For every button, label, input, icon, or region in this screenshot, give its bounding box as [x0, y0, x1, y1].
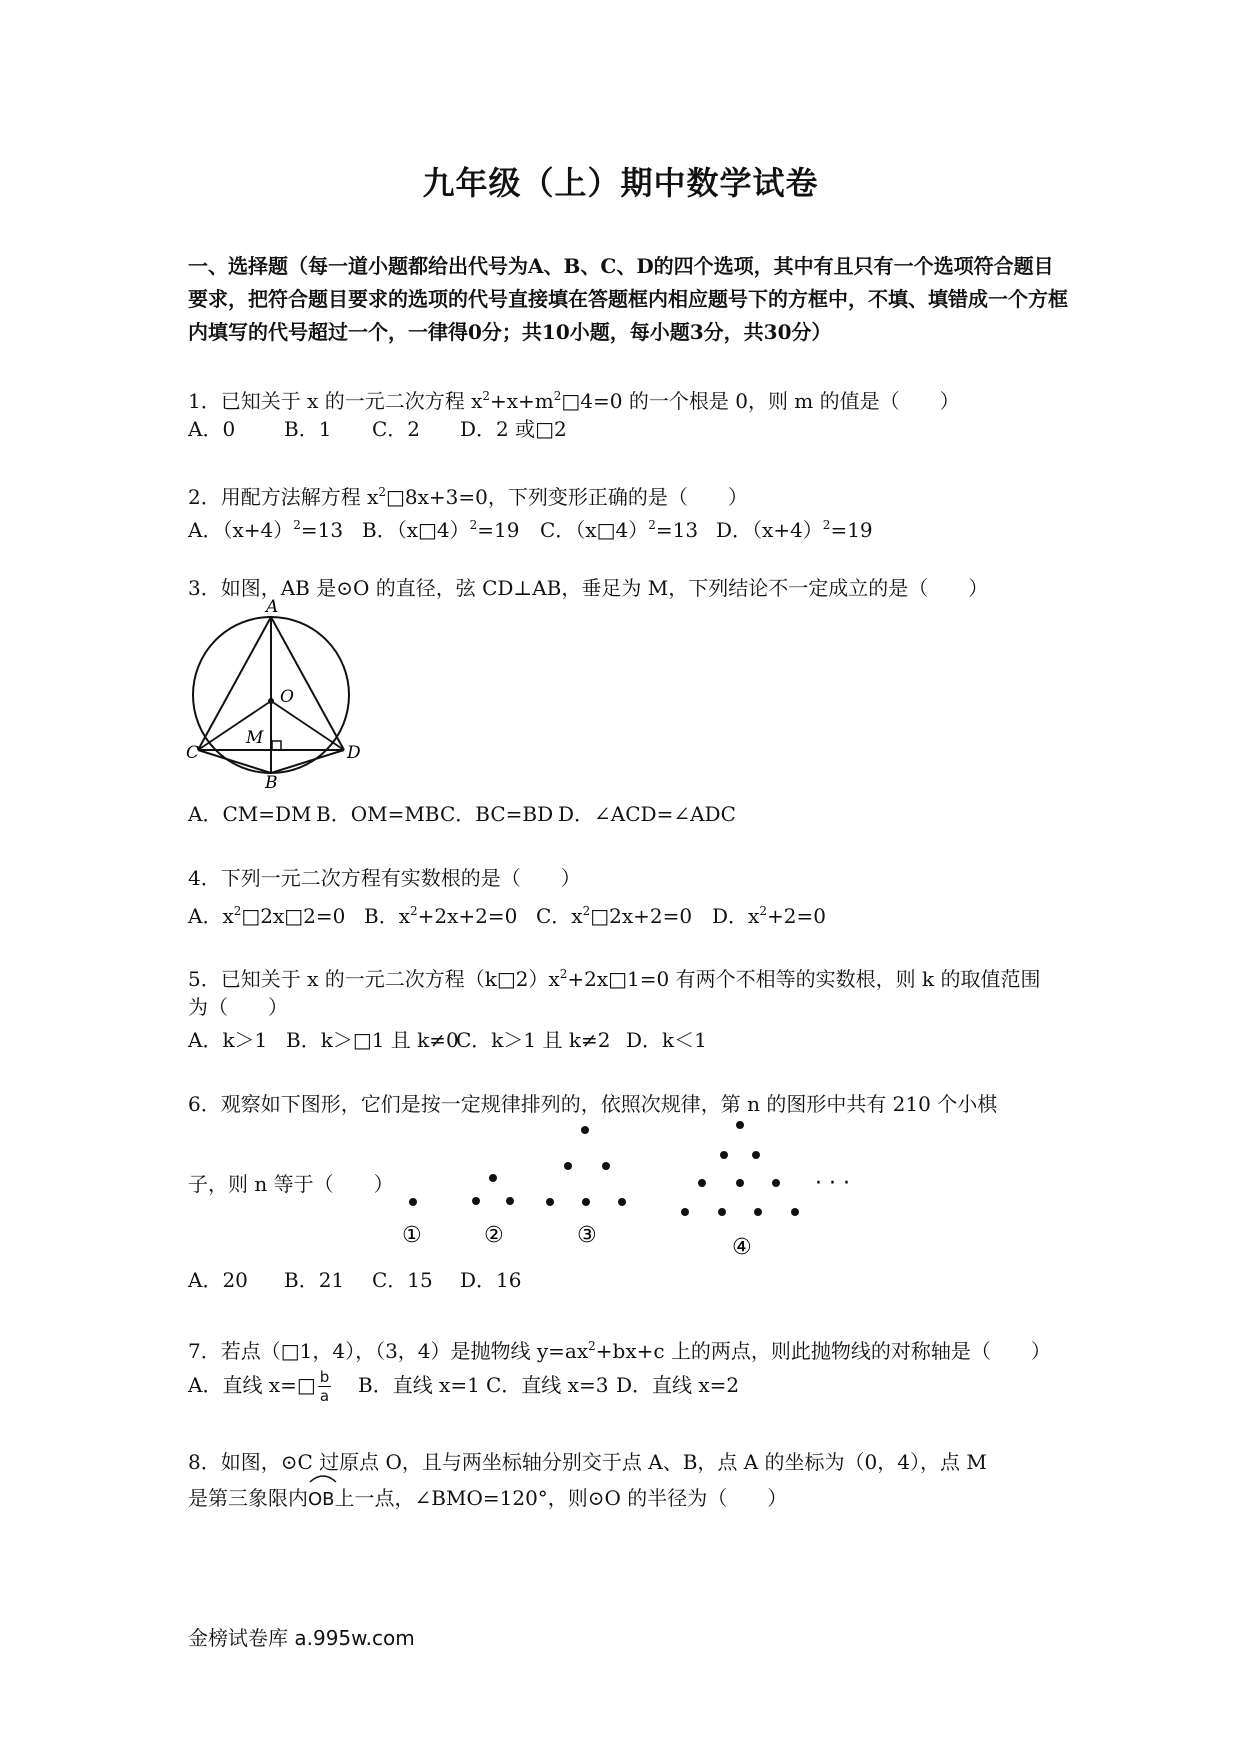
fraction: $\frac{b}{a}$ — [319, 1368, 330, 1405]
question-1: 1．已知关于 x 的一元二次方程 $x^2+x+m^2□4=0$ 的一个根是 0，则 m 的值是（ ） — [188, 389, 960, 413]
option-b: B．OM=MB — [316, 802, 440, 826]
dot — [791, 1208, 799, 1216]
dot — [698, 1179, 706, 1187]
dot — [718, 1208, 726, 1216]
dot-pattern-figure — [402, 1130, 900, 1260]
label-c: C — [186, 743, 200, 763]
question-2: 2．用配方法解方程 $x^2□8x+3=0$，下列变形正确的是（ ） — [188, 485, 748, 509]
arc-ob: OB — [308, 1479, 335, 1516]
option-c: C．（x□4）$^2$=13 — [540, 518, 699, 542]
dot — [720, 1151, 728, 1159]
dot — [772, 1179, 780, 1187]
option-d: D．$(x+4)^2=19$ — [716, 518, 873, 542]
option-b: B．1 — [284, 417, 332, 441]
page-title: 九年级（上）期中数学试卷 — [422, 164, 819, 202]
question-8: 8．如图，⊙C 过原点 O，且与两坐标轴分别交于点 A、B，点 A 的坐标为（0，4），点 M — [188, 1450, 987, 1474]
option-b: B．21 — [284, 1268, 345, 1292]
question-6-cont: 子，则 n 等于（ ） — [188, 1172, 394, 1196]
option-d: D．k＜1 — [626, 1028, 707, 1052]
question-3-options — [188, 798, 1078, 831]
question-7: 7．若点（□1，4），（3，4）是抛物线 $y=ax^2+bx+c$ 上的两点，则此抛物线的对称轴是（ ） — [188, 1339, 1051, 1363]
dot — [564, 1162, 572, 1170]
dot — [602, 1162, 610, 1170]
dot — [618, 1198, 626, 1206]
question-4-options — [188, 895, 1078, 933]
label-4: ④ — [732, 1235, 752, 1260]
footer-source: 金榜试卷库 a.995w.com — [188, 1626, 415, 1650]
question-5-cont: 为（ ） — [188, 995, 288, 1019]
label-m: M — [246, 728, 264, 748]
option-c: C．$x^2□2x+2=0$ — [536, 904, 693, 928]
option-b: B．直线 x=1 — [358, 1373, 480, 1397]
option-b: B．$x^2+2x+2=0$ — [364, 904, 518, 928]
dot — [681, 1208, 689, 1216]
label-3: ③ — [577, 1223, 597, 1248]
option-a: A．直线 x=□ $\frac{b}{a}$ — [188, 1368, 330, 1405]
dot — [409, 1198, 417, 1206]
option-a: A．$x^2□2x□2=0$ — [188, 904, 346, 928]
question-6: 6．观察如下图形，它们是按一定规律排列的，依照次规律，第 n 的图形中共有 210 个小棋 — [188, 1092, 998, 1116]
question-2-options — [188, 509, 1078, 547]
option-c: C．BC=BD — [440, 802, 554, 826]
label-a: A — [266, 597, 279, 617]
segment-od — [271, 701, 344, 750]
dot — [754, 1208, 762, 1216]
section-heading: 一、选择题（每一道小题都给出代号为A、B、C、D的四个选项，其中有且只有一个选项符合题目要求，把符合题目要求的选项的代号直接填在答题框内相应题号下的方框中，不填、填错成一个方框内填写的代号超过一个，一律得0分；共10小题，每小题3分，共30分） — [188, 254, 1068, 344]
ellipsis: · · · — [815, 1171, 850, 1196]
question-4: 4．下列一元二次方程有实数根的是（ ） — [188, 866, 581, 890]
option-a: A．0 — [188, 417, 236, 441]
option-b: B．（x□4）$^2$=19 — [362, 518, 520, 542]
question-6-options — [188, 1264, 1078, 1297]
question-5-options — [188, 1024, 1078, 1057]
option-c: C．2 — [372, 417, 421, 441]
dot — [752, 1151, 760, 1159]
segment-db — [271, 750, 344, 773]
option-d: D．∠ACD=∠ADC — [558, 802, 736, 826]
label-d: D — [347, 743, 361, 763]
option-d: D．$x^2+2=0$ — [712, 904, 826, 928]
center-point — [268, 698, 274, 704]
option-c: C．直线 x=3 — [486, 1373, 609, 1397]
question-5: 5．已知关于 x 的一元二次方程$(k□2)x^2+2x□1=0$ 有两个不相等的实数根，则 k 的取值范围 — [188, 967, 1041, 991]
label-b: B — [265, 773, 278, 793]
label-1: ① — [402, 1223, 422, 1248]
option-a: A．CM=DM — [188, 802, 312, 826]
option-a: A．20 — [188, 1268, 248, 1292]
segment-ad — [271, 617, 344, 750]
label-2: ② — [484, 1223, 504, 1248]
question-7-options — [188, 1368, 1078, 1405]
dot — [472, 1197, 480, 1205]
question-1-options — [188, 413, 1078, 446]
dot — [546, 1198, 554, 1206]
dot — [582, 1198, 590, 1206]
dot — [489, 1174, 497, 1182]
segment-cb — [198, 750, 271, 773]
option-a: A．$(x+4)^2=13$ — [188, 518, 344, 542]
dot — [736, 1121, 744, 1129]
option-c: C．k＞1 且 k≠2 — [456, 1028, 611, 1052]
option-b: B．k＞□1 且 k≠0 — [286, 1028, 459, 1052]
option-d: D．直线 x=2 — [616, 1373, 740, 1397]
option-d: D．2 或□2 — [460, 417, 567, 441]
option-d: D．16 — [460, 1268, 522, 1292]
dot — [506, 1197, 514, 1205]
label-o: O — [280, 687, 294, 707]
right-angle-mark — [272, 741, 281, 750]
dot — [736, 1179, 744, 1187]
dot — [581, 1126, 589, 1134]
question-3: 3．如图，AB 是⊙O 的直径，弦 CD⊥AB，垂足为 M，下列结论不一定成立的是（ ） — [188, 576, 989, 600]
option-c: C．15 — [372, 1268, 433, 1292]
option-a: A．k＞1 — [188, 1028, 268, 1052]
question-8-cont: 是第三象限内 OB上一点，∠BMO=120°，则⊙O 的半径为（ ） — [188, 1479, 1078, 1516]
circle-diagram — [186, 597, 366, 793]
